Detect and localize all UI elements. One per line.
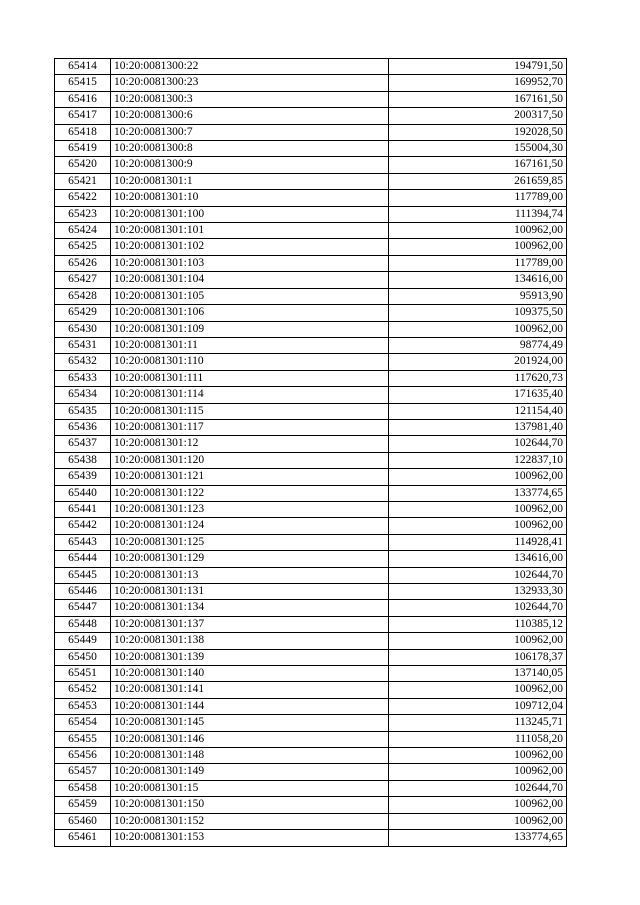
value-cell: 169952,70 [389, 75, 567, 91]
row-number-cell: 65451 [55, 666, 111, 682]
cadastral-number-cell: 10:20:0081301:139 [111, 649, 389, 665]
table-row [55, 59, 567, 75]
value-cell: 100962,00 [389, 223, 567, 239]
value-cell: 117620,73 [389, 370, 567, 386]
table-row [55, 551, 567, 567]
table-row [55, 600, 567, 616]
cadastral-number-cell: 10:20:0081300:23 [111, 75, 389, 91]
row-number-cell: 65439 [55, 469, 111, 485]
row-number-cell: 65450 [55, 649, 111, 665]
table-row [55, 173, 567, 189]
cadastral-number-cell: 10:20:0081301:125 [111, 534, 389, 550]
cadastral-number-cell: 10:20:0081301:105 [111, 288, 389, 304]
row-number-cell: 65433 [55, 370, 111, 386]
value-cell: 155004,30 [389, 141, 567, 157]
value-cell: 171635,40 [389, 387, 567, 403]
cadastral-number-cell: 10:20:0081301:102 [111, 239, 389, 255]
row-number-cell: 65417 [55, 108, 111, 124]
row-number-cell: 65446 [55, 584, 111, 600]
table-row [55, 239, 567, 255]
table-row [55, 649, 567, 665]
table-row [55, 75, 567, 91]
table-row [55, 501, 567, 517]
value-cell: 102644,70 [389, 780, 567, 796]
table-row [55, 813, 567, 829]
value-cell: 100962,00 [389, 813, 567, 829]
table-row [55, 305, 567, 321]
value-cell: 200317,50 [389, 108, 567, 124]
table-row [55, 387, 567, 403]
table-row [55, 469, 567, 485]
value-cell: 192028,50 [389, 124, 567, 140]
row-number-cell: 65449 [55, 633, 111, 649]
table-row [55, 255, 567, 271]
value-cell: 113245,71 [389, 715, 567, 731]
value-cell: 194791,50 [389, 59, 567, 75]
cadastral-number-cell: 10:20:0081301:137 [111, 616, 389, 632]
row-number-cell: 65441 [55, 501, 111, 517]
table-row [55, 206, 567, 222]
table-row [55, 141, 567, 157]
value-cell: 100962,00 [389, 518, 567, 534]
table-row [55, 780, 567, 796]
cadastral-number-cell: 10:20:0081301:134 [111, 600, 389, 616]
table-row [55, 797, 567, 813]
table-row [55, 534, 567, 550]
row-number-cell: 65422 [55, 190, 111, 206]
value-cell: 95913,90 [389, 288, 567, 304]
table-row [55, 223, 567, 239]
table-row [55, 321, 567, 337]
row-number-cell: 65461 [55, 830, 111, 846]
value-cell: 132933,30 [389, 584, 567, 600]
table-row [55, 485, 567, 501]
cadastral-number-cell: 10:20:0081301:152 [111, 813, 389, 829]
value-cell: 110385,12 [389, 616, 567, 632]
row-number-cell: 65445 [55, 567, 111, 583]
cadastral-number-cell: 10:20:0081301:145 [111, 715, 389, 731]
cadastral-number-cell: 10:20:0081301:149 [111, 764, 389, 780]
cadastral-number-cell: 10:20:0081301:144 [111, 698, 389, 714]
row-number-cell: 65435 [55, 403, 111, 419]
table-row [55, 288, 567, 304]
cadastral-number-cell: 10:20:0081301:122 [111, 485, 389, 501]
table-row [55, 452, 567, 468]
table-row [55, 124, 567, 140]
value-cell: 133774,65 [389, 485, 567, 501]
row-number-cell: 65429 [55, 305, 111, 321]
value-cell: 102644,70 [389, 600, 567, 616]
cadastral-number-cell: 10:20:0081301:141 [111, 682, 389, 698]
cadastral-number-cell: 10:20:0081301:11 [111, 337, 389, 353]
cadastral-number-cell: 10:20:0081301:120 [111, 452, 389, 468]
table-row [55, 518, 567, 534]
value-cell: 167161,50 [389, 157, 567, 173]
table-row [55, 337, 567, 353]
cadastral-number-cell: 10:20:0081301:111 [111, 370, 389, 386]
data-table [54, 58, 567, 847]
row-number-cell: 65431 [55, 337, 111, 353]
value-cell: 100962,00 [389, 239, 567, 255]
row-number-cell: 65456 [55, 748, 111, 764]
value-cell: 134616,00 [389, 272, 567, 288]
row-number-cell: 65430 [55, 321, 111, 337]
value-cell: 134616,00 [389, 551, 567, 567]
table-row [55, 731, 567, 747]
row-number-cell: 65419 [55, 141, 111, 157]
row-number-cell: 65434 [55, 387, 111, 403]
cadastral-number-cell: 10:20:0081301:114 [111, 387, 389, 403]
table-row [55, 403, 567, 419]
cadastral-number-cell: 10:20:0081301:100 [111, 206, 389, 222]
cadastral-number-cell: 10:20:0081300:6 [111, 108, 389, 124]
row-number-cell: 65452 [55, 682, 111, 698]
cadastral-number-cell: 10:20:0081301:106 [111, 305, 389, 321]
row-number-cell: 65423 [55, 206, 111, 222]
value-cell: 137140,05 [389, 666, 567, 682]
row-number-cell: 65447 [55, 600, 111, 616]
cadastral-number-cell: 10:20:0081300:9 [111, 157, 389, 173]
cadastral-number-cell: 10:20:0081301:13 [111, 567, 389, 583]
row-number-cell: 65428 [55, 288, 111, 304]
table-row [55, 157, 567, 173]
table-row [55, 764, 567, 780]
value-cell: 117789,00 [389, 190, 567, 206]
value-cell: 102644,70 [389, 436, 567, 452]
row-number-cell: 65421 [55, 173, 111, 189]
row-number-cell: 65455 [55, 731, 111, 747]
cadastral-number-cell: 10:20:0081301:131 [111, 584, 389, 600]
row-number-cell: 65444 [55, 551, 111, 567]
cadastral-number-cell: 10:20:0081301:104 [111, 272, 389, 288]
value-cell: 102644,70 [389, 567, 567, 583]
row-number-cell: 65454 [55, 715, 111, 731]
table-body [55, 59, 567, 847]
table-row [55, 354, 567, 370]
table-row [55, 419, 567, 435]
cadastral-number-cell: 10:20:0081301:129 [111, 551, 389, 567]
value-cell: 122837,10 [389, 452, 567, 468]
row-number-cell: 65457 [55, 764, 111, 780]
value-cell: 100962,00 [389, 764, 567, 780]
value-cell: 100962,00 [389, 633, 567, 649]
table-row [55, 616, 567, 632]
value-cell: 106178,37 [389, 649, 567, 665]
value-cell: 111058,20 [389, 731, 567, 747]
row-number-cell: 65424 [55, 223, 111, 239]
table-row [55, 715, 567, 731]
value-cell: 109375,50 [389, 305, 567, 321]
row-number-cell: 65414 [55, 59, 111, 75]
row-number-cell: 65426 [55, 255, 111, 271]
cadastral-number-cell: 10:20:0081301:103 [111, 255, 389, 271]
cadastral-number-cell: 10:20:0081301:121 [111, 469, 389, 485]
cadastral-number-cell: 10:20:0081300:8 [111, 141, 389, 157]
value-cell: 117789,00 [389, 255, 567, 271]
cadastral-number-cell: 10:20:0081301:10 [111, 190, 389, 206]
cadastral-number-cell: 10:20:0081301:12 [111, 436, 389, 452]
table-row [55, 682, 567, 698]
table-row [55, 830, 567, 846]
row-number-cell: 65416 [55, 91, 111, 107]
table-row [55, 370, 567, 386]
value-cell: 111394,74 [389, 206, 567, 222]
cadastral-number-cell: 10:20:0081301:101 [111, 223, 389, 239]
cadastral-number-cell: 10:20:0081300:3 [111, 91, 389, 107]
cadastral-number-cell: 10:20:0081301:1 [111, 173, 389, 189]
cadastral-number-cell: 10:20:0081301:124 [111, 518, 389, 534]
row-number-cell: 65460 [55, 813, 111, 829]
row-number-cell: 65432 [55, 354, 111, 370]
cadastral-number-cell: 10:20:0081301:15 [111, 780, 389, 796]
cadastral-number-cell: 10:20:0081301:117 [111, 419, 389, 435]
cadastral-number-cell: 10:20:0081301:148 [111, 748, 389, 764]
cadastral-number-cell: 10:20:0081300:22 [111, 59, 389, 75]
value-cell: 114928,41 [389, 534, 567, 550]
row-number-cell: 65448 [55, 616, 111, 632]
cadastral-number-cell: 10:20:0081301:146 [111, 731, 389, 747]
cadastral-number-cell: 10:20:0081301:110 [111, 354, 389, 370]
value-cell: 100962,00 [389, 682, 567, 698]
value-cell: 201924,00 [389, 354, 567, 370]
table-row [55, 272, 567, 288]
table-row [55, 108, 567, 124]
row-number-cell: 65415 [55, 75, 111, 91]
row-number-cell: 65458 [55, 780, 111, 796]
value-cell: 100962,00 [389, 797, 567, 813]
row-number-cell: 65427 [55, 272, 111, 288]
value-cell: 261659,85 [389, 173, 567, 189]
table-row [55, 436, 567, 452]
value-cell: 100962,00 [389, 469, 567, 485]
value-cell: 121154,40 [389, 403, 567, 419]
row-number-cell: 65440 [55, 485, 111, 501]
row-number-cell: 65418 [55, 124, 111, 140]
value-cell: 109712,04 [389, 698, 567, 714]
row-number-cell: 65425 [55, 239, 111, 255]
cadastral-number-cell: 10:20:0081301:140 [111, 666, 389, 682]
table-row [55, 91, 567, 107]
table-row [55, 698, 567, 714]
cadastral-number-cell: 10:20:0081300:7 [111, 124, 389, 140]
row-number-cell: 65438 [55, 452, 111, 468]
value-cell: 167161,50 [389, 91, 567, 107]
row-number-cell: 65437 [55, 436, 111, 452]
row-number-cell: 65443 [55, 534, 111, 550]
cadastral-number-cell: 10:20:0081301:138 [111, 633, 389, 649]
row-number-cell: 65420 [55, 157, 111, 173]
row-number-cell: 65442 [55, 518, 111, 534]
table-row [55, 584, 567, 600]
table-row [55, 633, 567, 649]
table-row [55, 748, 567, 764]
cadastral-number-cell: 10:20:0081301:115 [111, 403, 389, 419]
cadastral-number-cell: 10:20:0081301:109 [111, 321, 389, 337]
value-cell: 100962,00 [389, 748, 567, 764]
value-cell: 133774,65 [389, 830, 567, 846]
value-cell: 100962,00 [389, 501, 567, 517]
row-number-cell: 65459 [55, 797, 111, 813]
cadastral-number-cell: 10:20:0081301:123 [111, 501, 389, 517]
cadastral-number-cell: 10:20:0081301:150 [111, 797, 389, 813]
value-cell: 137981,40 [389, 419, 567, 435]
row-number-cell: 65453 [55, 698, 111, 714]
table-row [55, 567, 567, 583]
cadastral-number-cell: 10:20:0081301:153 [111, 830, 389, 846]
value-cell: 100962,00 [389, 321, 567, 337]
row-number-cell: 65436 [55, 419, 111, 435]
value-cell: 98774,49 [389, 337, 567, 353]
table-row [55, 666, 567, 682]
table-row [55, 190, 567, 206]
